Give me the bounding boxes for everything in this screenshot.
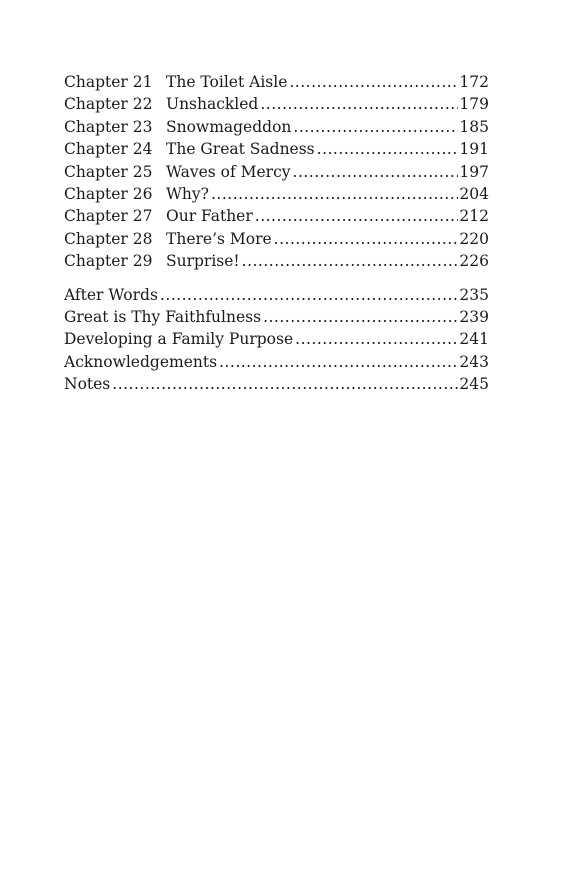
chapter-title: Surprise!: [166, 252, 240, 271]
toc-entry-chapter-26: [64, 183, 489, 205]
dot-leader: [242, 250, 459, 272]
dot-leader: [160, 284, 459, 306]
chapter-list: [64, 71, 489, 273]
chapter-number: Chapter 28: [64, 229, 153, 248]
toc-entry-acknowledgements: [64, 351, 489, 373]
chapter-number: Chapter 22: [64, 95, 153, 114]
page-number: 185: [459, 117, 489, 136]
toc-entry-after-words: [64, 284, 489, 306]
page-number: 197: [459, 162, 489, 181]
dot-leader: [293, 161, 459, 183]
toc-entry-chapter-23: [64, 116, 489, 138]
dot-leader: [317, 138, 459, 160]
page-number: 245: [459, 375, 489, 394]
chapter-title: Why?: [166, 184, 209, 203]
dot-leader: [274, 228, 459, 250]
chapter-title: Snowmageddon: [166, 117, 292, 136]
dot-leader: [289, 71, 458, 93]
toc-entry-chapter-24: [64, 138, 489, 160]
chapter-number: Chapter 26: [64, 184, 153, 203]
section-title: Notes: [64, 375, 111, 394]
page-number: 226: [459, 252, 489, 271]
chapter-number: Chapter 24: [64, 140, 153, 159]
toc-entry-great-is-thy-faithfulness: [64, 306, 489, 328]
page-number: 191: [459, 140, 489, 159]
page-number: 179: [459, 95, 489, 114]
page-number: 235: [459, 285, 489, 304]
dot-leader: [112, 373, 458, 395]
page-number: 241: [459, 330, 489, 349]
page-number: 172: [459, 73, 489, 91]
chapter-title: Our Father: [166, 207, 253, 226]
toc-entry-chapter-28: [64, 228, 489, 250]
dot-leader: [295, 328, 458, 350]
chapter-number: Chapter 27: [64, 207, 153, 226]
page-number: 239: [459, 307, 489, 326]
dot-leader: [211, 183, 458, 205]
section-title: After Words: [64, 285, 158, 304]
toc-entry-chapter-27: [64, 205, 489, 227]
toc-entry-developing-a-family-purpose: [64, 328, 489, 350]
dot-leader: [293, 116, 458, 138]
page-number: 204: [459, 184, 489, 203]
section-title: Acknowledgements: [64, 352, 218, 371]
chapter-number: Chapter 25: [64, 162, 153, 181]
chapter-title: Unshackled: [166, 95, 259, 114]
dot-leader: [263, 306, 458, 328]
page-number: 243: [459, 352, 489, 371]
toc-entry-chapter-29: [64, 250, 489, 272]
chapter-number: Chapter 23: [64, 117, 153, 136]
back-matter-list: [64, 284, 489, 396]
toc-entry-chapter-21: [64, 71, 489, 93]
chapter-title: The Toilet Aisle: [166, 73, 288, 91]
dot-leader: [260, 93, 458, 115]
section-title: Great is Thy Faithfulness: [64, 307, 262, 326]
dot-leader: [219, 351, 458, 373]
chapter-number: Chapter 29: [64, 252, 153, 271]
page-number: 212: [459, 207, 489, 226]
page-number: 220: [459, 229, 489, 248]
dot-leader: [255, 205, 459, 227]
table-of-contents: [64, 71, 489, 395]
chapter-title: The Great Sadness: [166, 140, 315, 159]
toc-entry-notes: [64, 373, 489, 395]
section-title: Developing a Family Purpose: [64, 330, 294, 349]
chapter-title: There’s More: [166, 229, 272, 248]
chapter-number: Chapter 21: [64, 73, 153, 91]
toc-entry-chapter-22: [64, 93, 489, 115]
chapter-title: Waves of Mercy: [166, 162, 291, 181]
toc-entry-chapter-25: [64, 161, 489, 183]
